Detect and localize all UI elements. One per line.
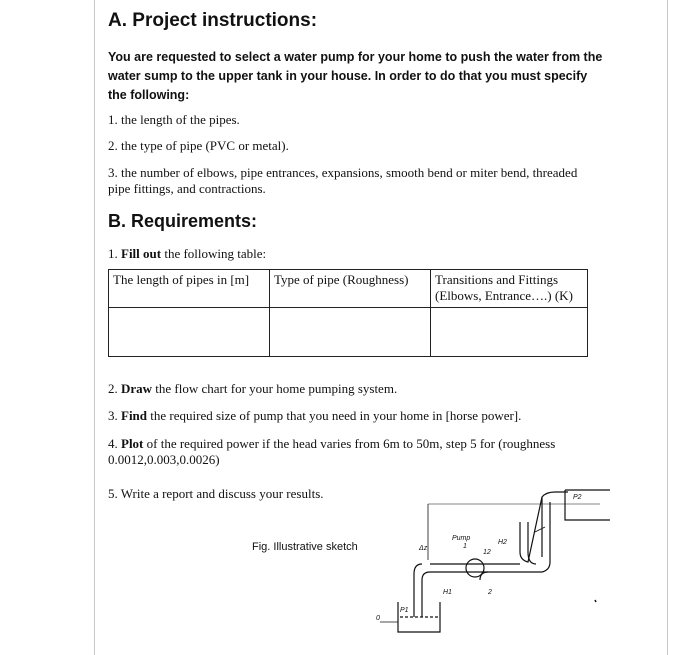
requirement-2-number: 2. — [108, 381, 118, 396]
section-a-intro: You are requested to select a water pump for your home to push the water from the water sump to the upper tank in your house. In order to do that you must specify the following: — [108, 50, 603, 102]
requirement-1-text: the following table: — [164, 246, 267, 261]
label-2: 2 — [488, 589, 492, 596]
instruction-item-2: 2. the type of pipe (PVC or metal). — [108, 138, 289, 153]
requirement-4-number: 4. — [108, 436, 118, 451]
requirement-1 — [108, 246, 628, 262]
cell-pipe-type[interactable] — [270, 308, 431, 357]
requirement-3-verb: Find — [121, 408, 148, 423]
label-h1: H1 — [443, 589, 452, 596]
cell-fittings[interactable] — [431, 308, 588, 357]
requirement-1-number: 1. — [108, 246, 118, 261]
requirement-5: 5. Write a report and discuss your results. — [108, 486, 324, 501]
instruction-item-3: 3. the number of elbows, pipe entrances, expansions, smooth bend or miter bend, threaded pipe fittings, and contractions. — [108, 165, 578, 196]
requirement-1-verb: Fill out — [121, 246, 162, 261]
cell-pipe-length[interactable] — [109, 308, 270, 357]
label-pump: Pump — [452, 535, 471, 542]
pumping-system-sketch — [370, 482, 620, 642]
label-0: 0 — [376, 615, 380, 622]
pump-symbol — [466, 559, 484, 577]
label-p1: P1 — [400, 607, 409, 614]
header-pipe-type: Type of pipe (Roughness) — [270, 270, 431, 308]
figure-caption: Fig. Illustrative sketch — [252, 541, 358, 553]
page-right-edge — [667, 0, 668, 655]
page-left-edge — [94, 0, 95, 655]
instruction-item-1: 1. the length of the pipes. — [108, 112, 240, 127]
requirement-2 — [108, 381, 628, 397]
requirement-2-text: the flow chart for your home pumping system. — [155, 381, 398, 396]
table-header-row — [109, 270, 588, 308]
requirement-4-verb: Plot — [121, 436, 144, 451]
requirement-3 — [108, 408, 628, 424]
header-pipe-length: The length of pipes in [m] — [109, 270, 270, 308]
label-12: 12 — [483, 549, 491, 556]
label-dz: Δz — [419, 545, 428, 552]
upper-tank — [565, 490, 610, 520]
section-b-title: B. Requirements: — [108, 211, 258, 231]
requirement-4-text: of the required power if the head varies from 6m to 50m, step 5 for (roughness 0.0012,0.003,0.0026) — [108, 436, 556, 467]
section-a-title: A. Project instructions: — [108, 10, 318, 31]
header-fittings: Transitions and Fittings (Elbows, Entrance….) (K) — [431, 270, 588, 308]
table-row — [109, 308, 588, 357]
fill-out-table — [108, 269, 588, 357]
requirement-3-text: the required size of pump that you need in your home in [horse power]. — [150, 408, 522, 423]
requirement-2-verb: Draw — [121, 381, 153, 396]
label-p2: P2 — [573, 494, 582, 501]
requirement-3-number: 3. — [108, 408, 118, 423]
requirement-4 — [108, 436, 598, 468]
label-1: 1 — [463, 543, 467, 550]
label-h2: H2 — [498, 539, 507, 546]
